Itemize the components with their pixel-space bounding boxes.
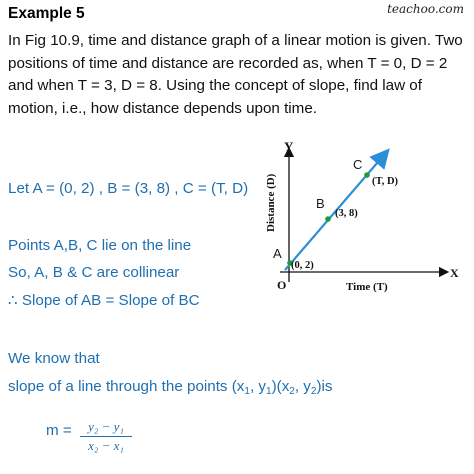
point-c-marker (364, 172, 370, 178)
point-b-coords: (3, 8) (335, 208, 358, 219)
slope-definition-text: slope of a line through the points ($x_1$, $y_1)(x_2$, $y_2)is$ (8, 378, 333, 397)
fraction-denominator: x₂ − x₁ (88, 438, 124, 453)
brand-watermark: teachoo.com (387, 2, 464, 16)
point-c-coords: (T, D) (372, 176, 399, 187)
point-b-marker (325, 216, 331, 222)
y-axis-letter: Y (284, 139, 294, 154)
collinear-text: So, A, B & C are collinear (8, 264, 180, 281)
point-b-label: B (316, 196, 325, 211)
question-text: In Fig 10.9, time and distance graph of a linear motion is given. Two positions of time and distance are recorded as, when T = 0, D = 2 and when T = 3, D = 8. Using the concept of slope, find law of motion, i.e., how distance depends upon time. (8, 32, 463, 117)
point-a-coords: (0, 2) (291, 260, 314, 271)
m-equals-label: m = (46, 422, 72, 439)
x-axis-title: Time (T) (346, 281, 388, 293)
points-on-line-text: Points A,B, C lie on the line (8, 237, 192, 254)
point-a-label: A (273, 246, 282, 261)
x-axis-letter: X (450, 266, 459, 280)
fraction-numerator: y₂ − y₁ (88, 419, 124, 434)
page-title: Example 5 (8, 5, 85, 22)
origin-label: O (277, 278, 287, 292)
slope-equality-text: ∴ Slope of AB = Slope of BC (8, 292, 200, 309)
we-know-text: We know that (8, 350, 100, 367)
y-axis-title: Distance (D) (265, 173, 277, 232)
let-points-line: Let A = (0, 2) , B = (3, 8) , C = (T, D) (8, 180, 249, 197)
point-c-label: C (353, 157, 363, 172)
